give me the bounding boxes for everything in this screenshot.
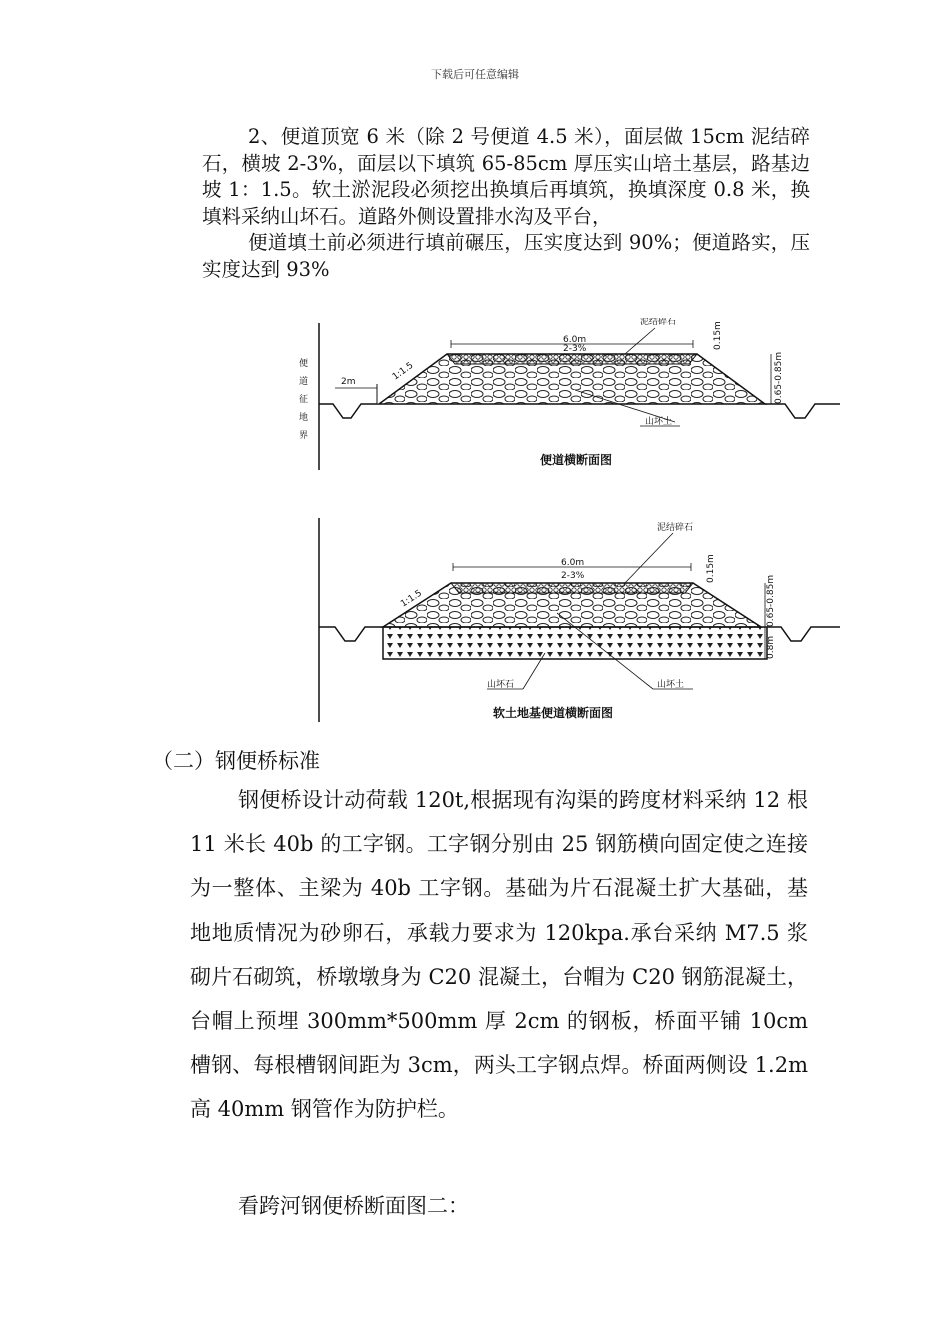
side-slope-label: 1:1.5 [399, 588, 424, 610]
paragraph-line: 便道填土前必须进行填前碾压，压实度达到 90%；便道路实，压实度达到 93% [202, 231, 810, 281]
paragraph-road-spec [202, 124, 810, 283]
paragraph-bridge-spec: 钢便桥设计动荷载 120t,根据现有沟渠的跨度材料采纳 12 根 11 米长 40b 的工字钢。工字钢分别由 25 钢筋横向固定使之连接为一整体、主梁为 40b 工字钢。基础为片石混凝土扩大基础，基地地质情况为砂卵石，承载力要求为 120kpa.承台采纳 M7.5 浆砌片石砌筑，桥墩墩身为 C20 混凝土，台帽为 C20 钢筋混凝土，台帽上预埋 300mm*500mm 厚 2cm 的钢板，桥面平铺 10cm 槽钢、每根槽钢间距为 3cm，两头工字钢点焊。桥面两侧设 1.2m 高 40mm 钢管作为防护栏。 [190, 788, 808, 1122]
width-label: 6.0m [563, 335, 587, 345]
svg-text:征: 征 [299, 395, 309, 405]
replacement-depth-label: 0.8m [766, 635, 776, 659]
page-header-note: 下载后可任意编辑 [431, 68, 519, 81]
fill-depth-label: 0.65-0.85m [766, 574, 776, 627]
svg-text:道: 道 [299, 377, 309, 387]
boundary-label [299, 357, 308, 441]
soft-soil-section-drawing [295, 515, 840, 725]
paragraph-figure-ref: 看跨河钢便桥断面图二： [238, 1194, 469, 1218]
slope-label: 2-3% [561, 571, 585, 581]
bank-width-label: 2m [341, 377, 356, 387]
soil-label: 山坏土 [657, 680, 685, 690]
surface-thickness-label: 0.15m [713, 321, 723, 350]
svg-text:便: 便 [299, 359, 309, 369]
figure-title: 软土地基便道横断面图 [493, 706, 614, 720]
soil-label: 山坏土 [645, 417, 673, 427]
gravel-surface-layer [447, 354, 697, 364]
surface-thickness-label: 0.15m [706, 554, 716, 583]
replacement-fill-layer [383, 627, 767, 659]
figure-title: 便道横断面图 [540, 453, 613, 467]
surface-material-label: 泥结碎石 [640, 318, 677, 327]
fill-depth-label: 0.65-0.85m [774, 351, 784, 404]
road-section-drawing [295, 318, 840, 478]
figure-road-cross-section [295, 318, 840, 478]
gravel-surface-layer [451, 583, 693, 593]
figure-soft-soil-section [295, 515, 840, 725]
side-slope-label: 1:1.5 [390, 360, 416, 383]
paragraph-line: 2、便道顶宽 6 米（除 2 号便道 4.5 米），面层做 15cm 泥结碎石，横坡 2-3%，面层以下填筑 65-85cm 厚压实山培土基层，路基边坡 1：1.5。软土淤泥段必须挖出换填后再填筑，换填深度 0.8 米，换填料采纳山坏石。道路外侧设置排水沟及平台， [202, 125, 810, 228]
slope-label: 2-3% [563, 344, 587, 354]
surface-material-label: 泥结碎石 [657, 523, 694, 533]
svg-text:地: 地 [299, 413, 309, 423]
svg-text:界: 界 [299, 431, 309, 441]
rock-label: 山坏石 [487, 680, 515, 690]
section-heading: （二）钢便桥标准 [152, 749, 320, 773]
width-label: 6.0m [561, 558, 585, 568]
